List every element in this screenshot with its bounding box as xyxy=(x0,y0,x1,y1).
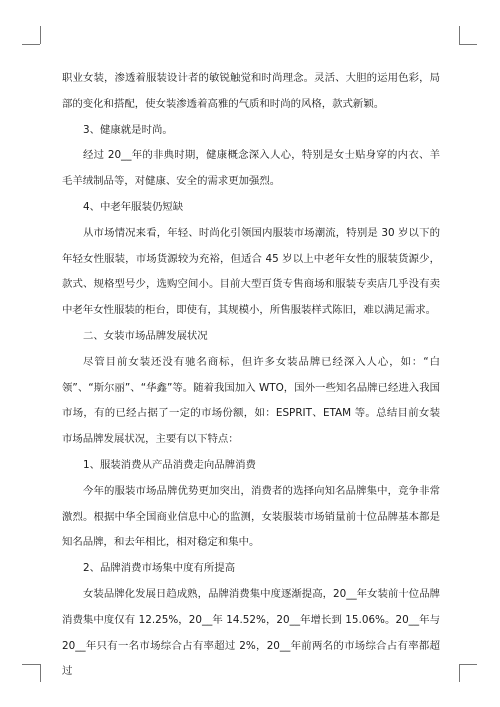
body-paragraph: 尽管目前女装还没有驰名商标，但许多女装品牌已经深入人心，如：“白领”、“斯尔丽”、“华鑫”等。随着我国加入 WTO，国外一些知名品牌已经进入我国市场，有的已经占据了一定的市场份额，如：ESPRIT、ETAM 等。总结目前女装市场品牌发展状况，主要有以下特点： xyxy=(62,355,440,446)
section-heading: 2、品牌消费市场集中度有所提高 xyxy=(83,562,236,575)
document-body xyxy=(62,66,440,685)
section-heading: 3、健康就是时尚。 xyxy=(83,123,173,136)
body-paragraph: 职业女装，渗透着服装设计者的敏锐触觉和时尚理念。灵活、大胆的运用色彩，局部的变化和搭配，使女装渗透着高雅的气质和时尚的风格，款式新颖。 xyxy=(62,72,440,110)
body-paragraph: 经过 20__年的非典时期，健康概念深入人心，特别是女士贴身穿的内衣、羊毛羊绒制品等，对健康、安全的需求更加强烈。 xyxy=(62,149,440,188)
section-heading: 二、女装市场品牌发展状况 xyxy=(83,329,208,342)
section-heading: 1、服装消费从产品消费走向品牌消费 xyxy=(83,458,256,471)
body-paragraph: 从市场情况来看，年轻、时尚化引领国内服装市场潮流，特别是 30 岁以下的年轻女性服装，市场货源较为充裕，但适合 45 岁以上中老年女性的服装货源少，款式、规格型号少，选购空间小。目前大型百货专售商场和服装专卖店几乎没有卖中老年女性服装的柜台，即使有，其规模小，所售服装样式陈旧，难以满足需求。 xyxy=(62,226,440,317)
body-paragraph: 女装品牌化发展日趋成熟，品牌消费集中度逐渐提高，20__年女装前十位品牌消费集中度仅有 12.25%，20__年 14.52%，20__年增长到 15.06%。20__年与 20__年只有一名市场综合占有率超过 2%，20__年前两名的市场综合占有率都超过 xyxy=(62,587,440,678)
body-paragraph: 今年的服装市场品牌优势更加突出，消费者的选择向知名品牌集中，竞争非常激烈。根据中华全国商业信息中心的监测，女装服装市场销量前十位品牌基本都是知名品牌，和去年相比，相对稳定和集中。 xyxy=(62,484,440,549)
section-heading: 4、中老年服装仍短缺 xyxy=(83,200,184,213)
